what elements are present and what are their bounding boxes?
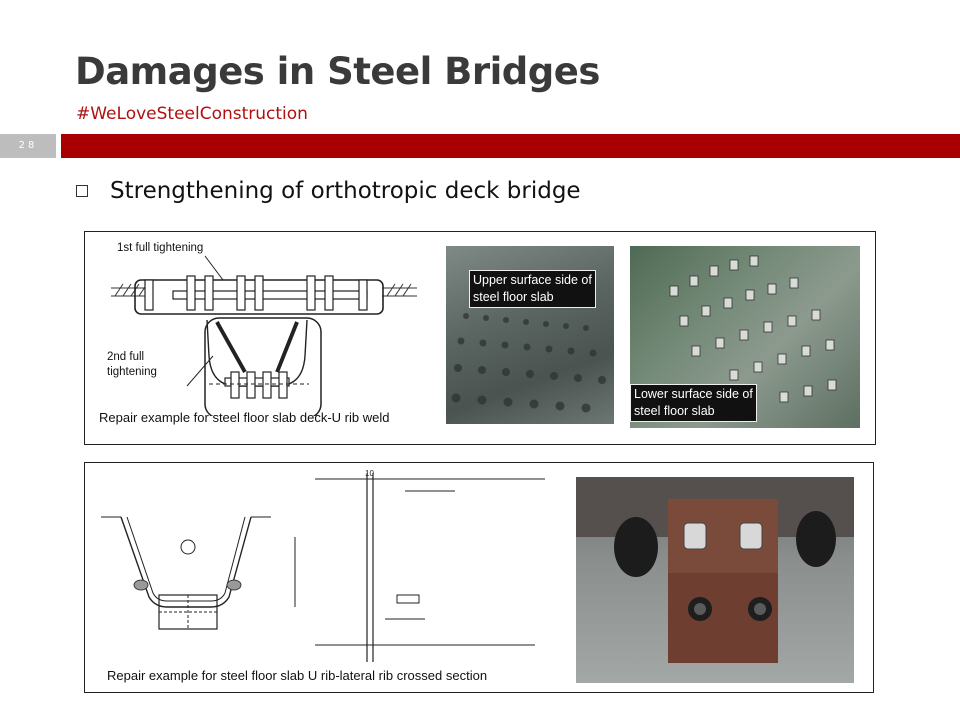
upper-surface-label-line1: Upper surface side of: [473, 273, 592, 287]
bottom-figure-caption: Repair example for steel floor slab U rib-lateral rib crossed section: [107, 668, 488, 683]
bullet-text: Strengthening of orthotropic deck bridge: [110, 178, 581, 204]
first-tightening-label: 1st full tightening: [117, 242, 204, 254]
bolted-splice-drawing: [97, 236, 427, 416]
second-tightening-label-line2: tightening: [107, 366, 157, 378]
upper-surface-label-line2: steel floor slab: [473, 290, 554, 304]
top-figure-caption: Repair example for steel floor slab deck-U rib weld: [99, 410, 390, 425]
slide-number: 28: [0, 134, 56, 158]
bullet-item: [76, 178, 581, 204]
lower-surface-label: [630, 384, 757, 422]
u-rib-section-drawing: [91, 467, 281, 657]
figure-u-rib-lateral-rib: [84, 462, 874, 693]
header-accent-bar: [61, 134, 960, 158]
angle-bracket-photo: [576, 477, 854, 683]
lateral-rib-elevation-drawing: [275, 467, 555, 667]
slide-title: Damages in Steel Bridges: [75, 50, 600, 93]
second-tightening-label-line1: 2nd full: [107, 351, 145, 363]
lower-surface-label-line2: steel floor slab: [634, 404, 715, 418]
figure-deck-u-rib-weld: [84, 231, 876, 445]
bracket-bolts-icon: [576, 477, 854, 683]
upper-surface-label: [469, 270, 596, 308]
slide-subtitle: #WeLoveSteelConstruction: [76, 104, 308, 124]
dim-label: 10: [365, 469, 374, 478]
square-bullet-icon: [76, 185, 88, 197]
lower-surface-label-line1: Lower surface side of: [634, 387, 753, 401]
